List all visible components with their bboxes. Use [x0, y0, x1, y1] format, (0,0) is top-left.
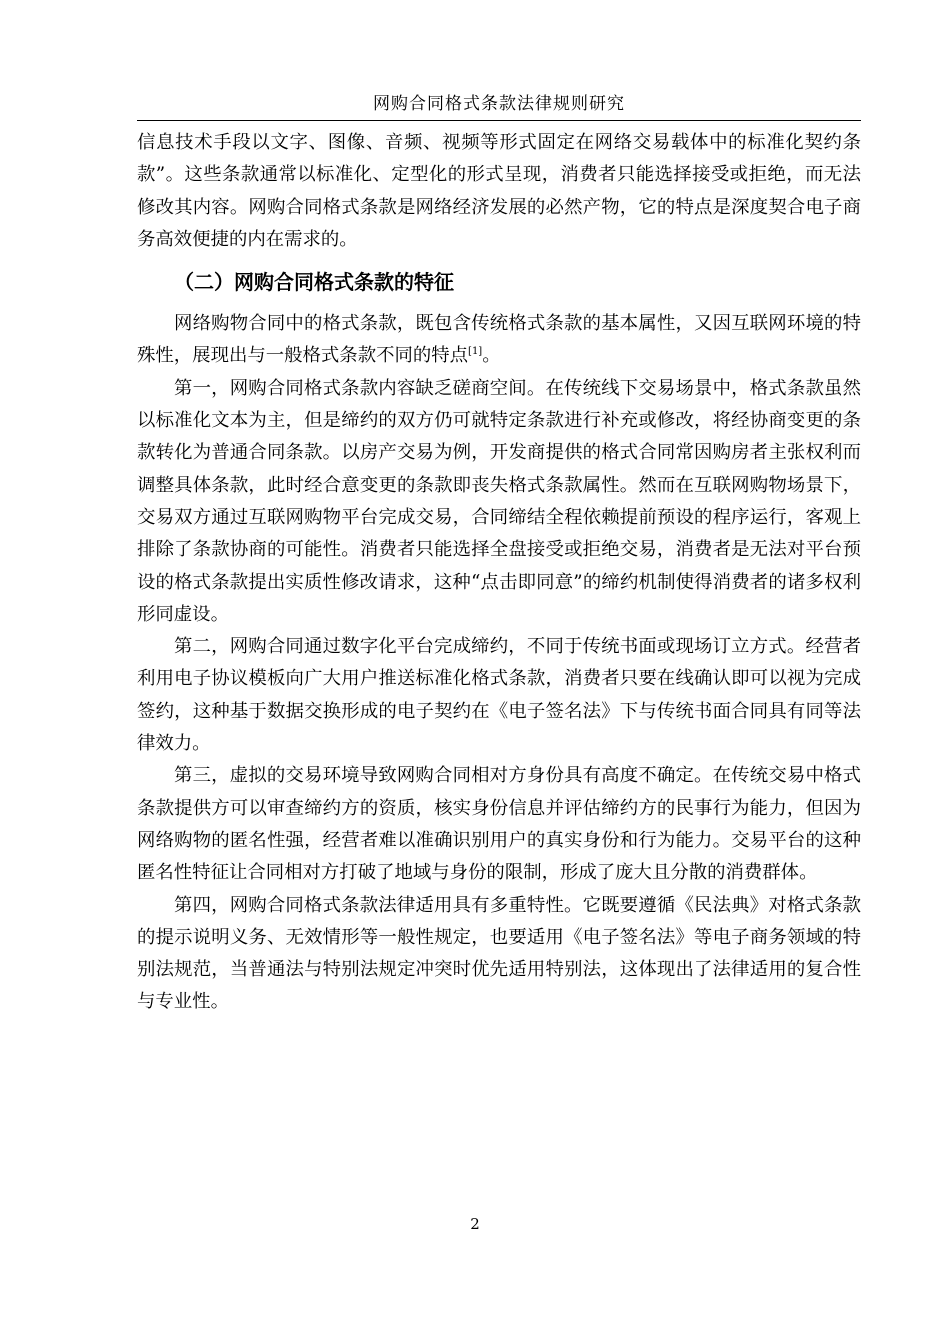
citation-marker: [1] — [468, 346, 483, 358]
paragraph-1 — [137, 308, 861, 373]
running-header — [137, 90, 861, 121]
intro-paragraph: 信息技术手段以文字、图像、音频、视频等形式固定在网络交易载体中的标准化契约条款”。这些条款通常以标准化、定型化的形式呈现，消费者只能选择接受或拒绝，而无法修改其内容。网购合同格式条款是网络经济发展的必然产物，它的特点是深度契合电子商务高效便捷的内在需求的。 — [137, 132, 861, 250]
paragraph-4: 第三，虚拟的交易环境导致网购合同相对方身份具有高度不确定。在传统交易中格式条款提供方可以审查缔约方的资质，核实身份信息并评估缔约方的民事行为能力，但因为网络购物的匿名性强，经营者难以准确识别用户的真实身份和行为能力。交易平台的这种匿名性特征让合同相对方打破了地域与身份的限制，形成了庞大且分散的消费群体。 — [137, 765, 861, 884]
paragraph-5: 第四，网购合同格式条款法律适用具有多重特性。它既要遵循《民法典》对格式条款的提示说明义务、无效情形等一般性规定，也要适用《电子签名法》等电子商务领域的特别法规范，当普通法与特别法规定冲突时优先适用特别法，这体现出了法律适用的复合性与专业性。 — [137, 894, 861, 1013]
paragraph-1-end: 。 — [482, 345, 501, 367]
document-body — [137, 127, 861, 1019]
paragraph-2: 第一，网购合同格式条款内容缺乏磋商空间。在传统线下交易场景中，格式条款虽然以标准化文本为主，但是缔约的双方仍可就特定条款进行补充或修改，将经协商变更的条款转化为普通合同条款。以房产交易为例，开发商提供的格式合同常因购房者主张权利而调整具体条款，此时经合意变更的条款即丧失格式条款属性。然而在互联网购物场景下，交易双方通过互联网购物平台完成交易，合同缔结全程依赖提前预设的程序运行，客观上排除了条款协商的可能性。消费者只能选择全盘接受或拒绝交易，消费者是无法对平台预设的格式条款提出实质性修改请求，这种“点击即同意”的缔约机制使得消费者的诸多权利形同虚设。 — [137, 377, 861, 625]
paragraph-3: 第二，网购合同通过数字化平台完成缔约，不同于传统书面或现场订立方式。经营者利用电子协议模板向广大用户推送标准化格式条款，消费者只要在线确认即可以视为完成签约，这种基于数据交换形成的电子契约在《电子签名法》下与传统书面合同具有同等法律效力。 — [137, 636, 861, 755]
paragraph-1-text: 网络购物合同中的格式条款，既包含传统格式条款的基本属性，又因互联网环境的特殊性，展现出与一般格式条款不同的特点 — [137, 313, 861, 367]
page-number: 2 — [470, 1215, 480, 1233]
section-heading: （二）网购合同格式条款的特征 — [174, 270, 454, 295]
header-title: 网购合同格式条款法律规则研究 — [373, 94, 625, 114]
